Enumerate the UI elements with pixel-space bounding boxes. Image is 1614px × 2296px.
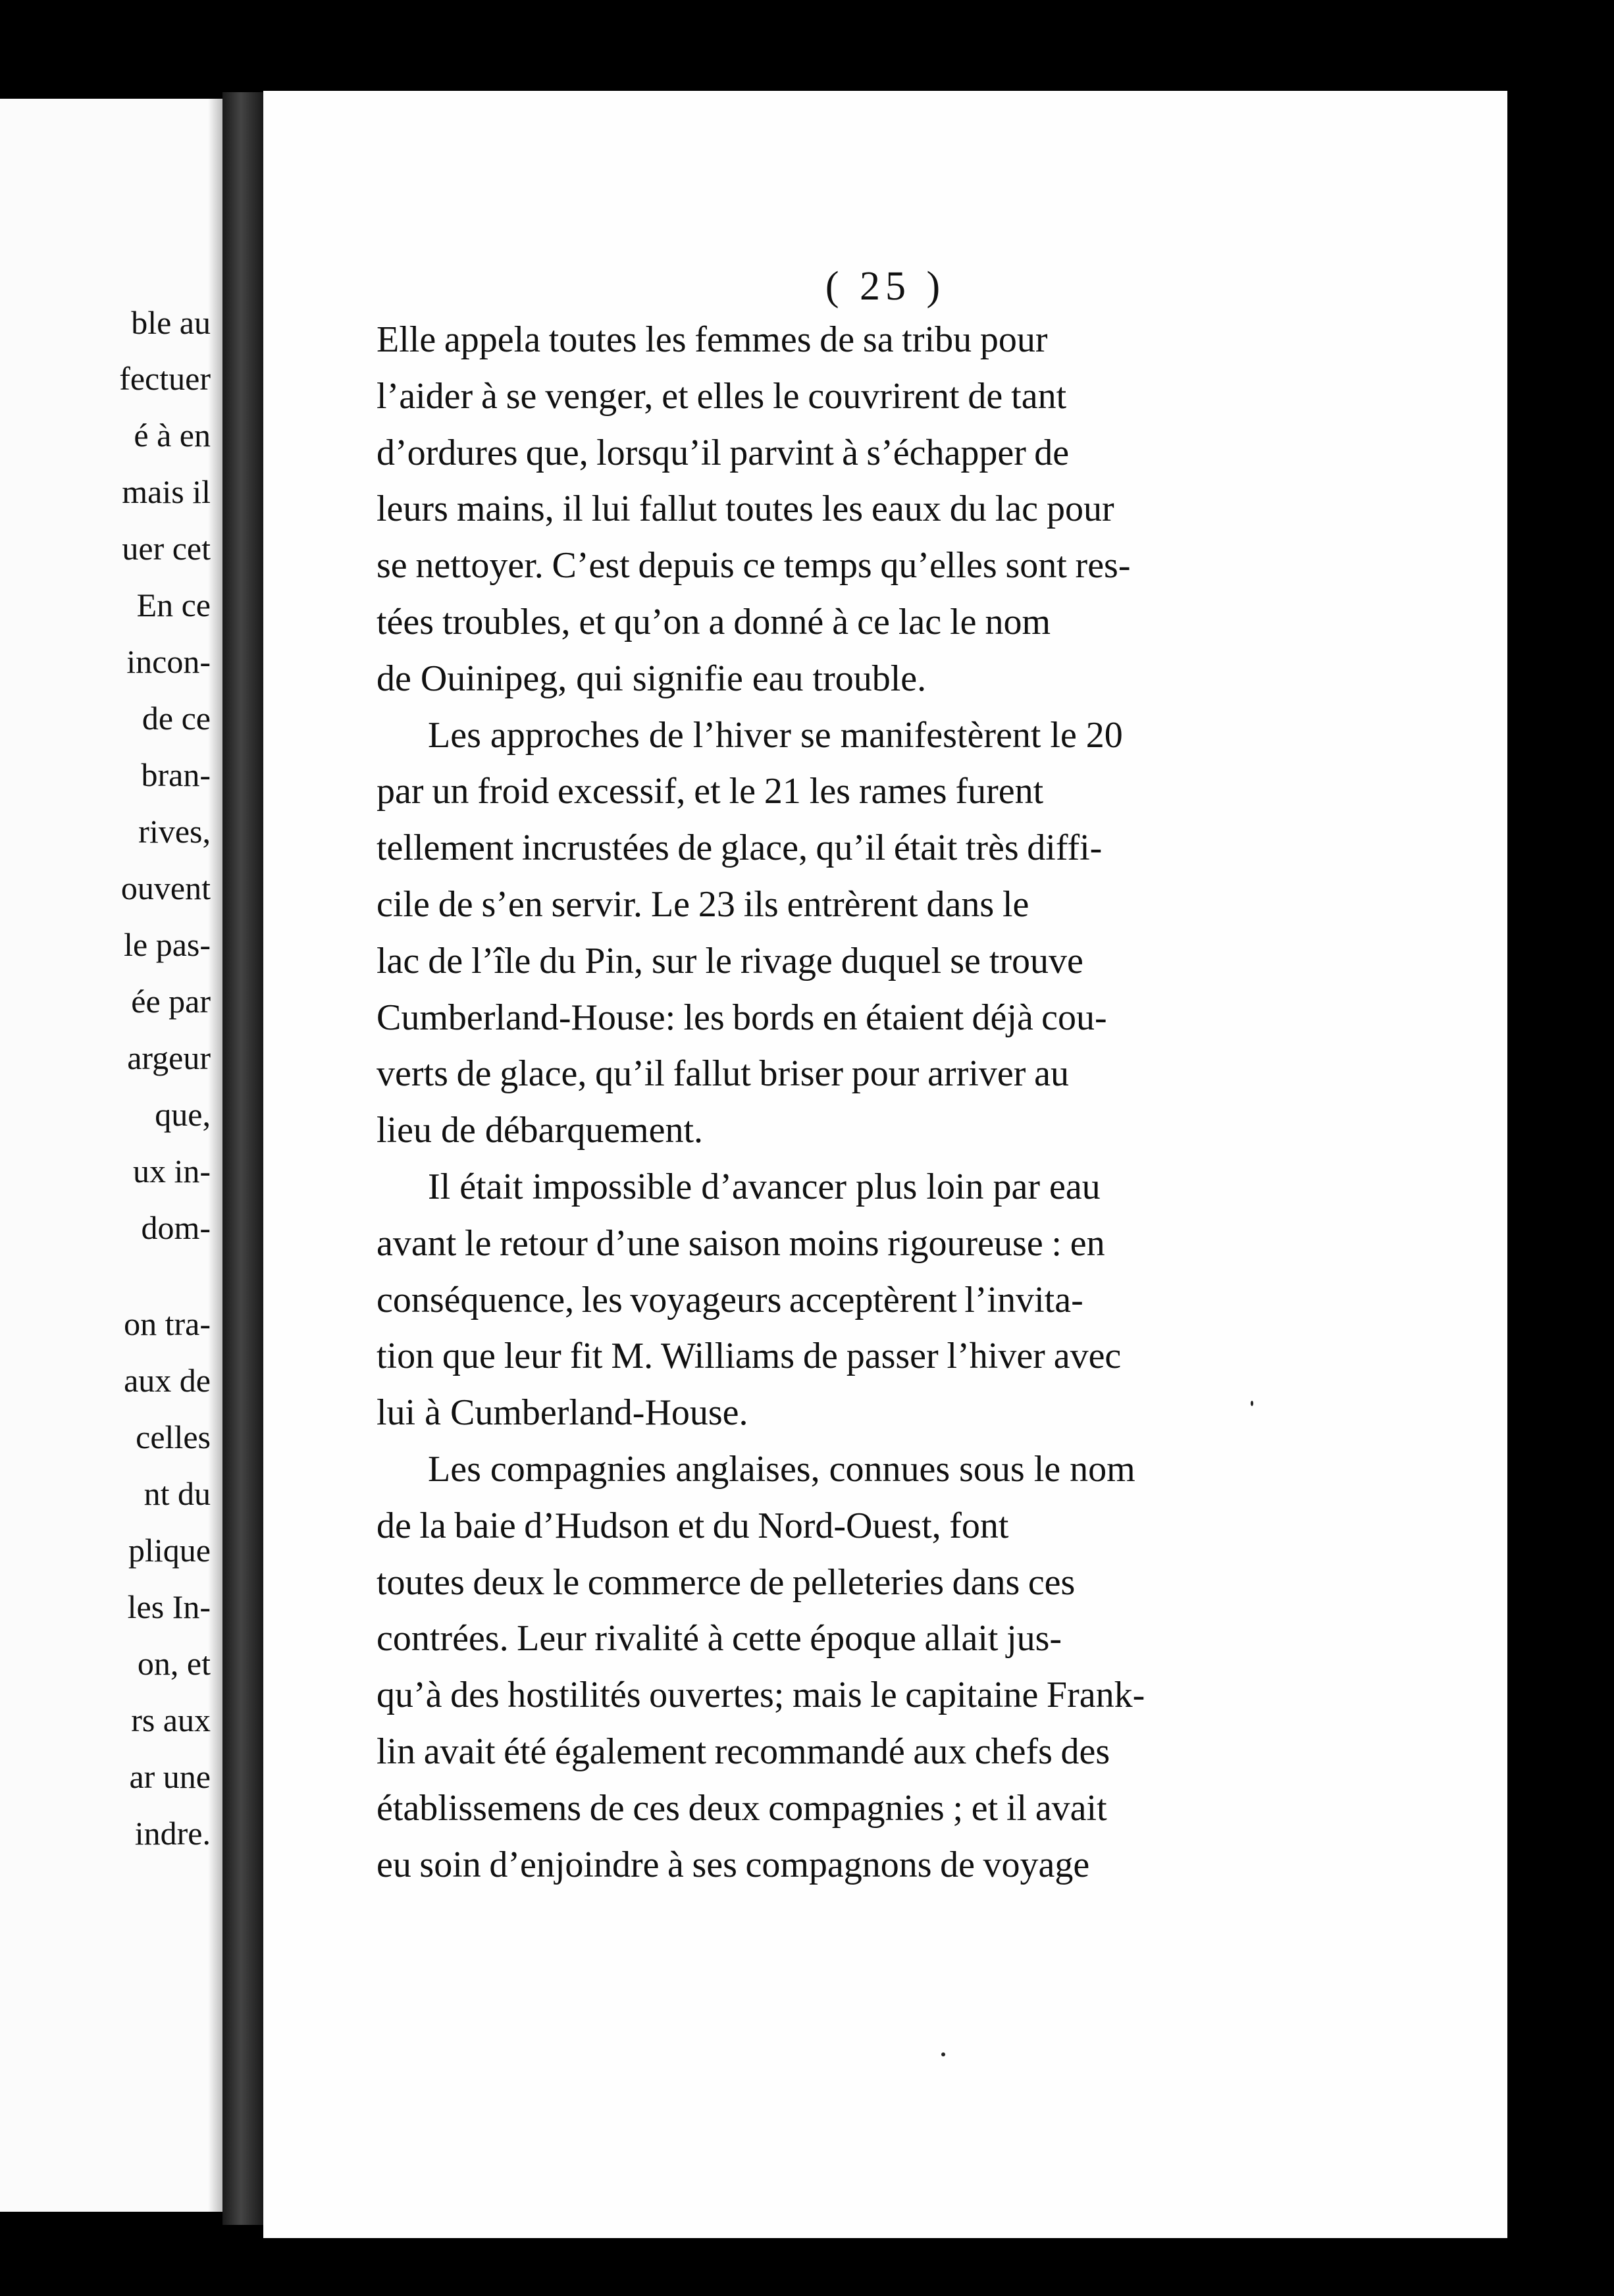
left-facing-page (0, 99, 222, 2212)
left-page-line: on, et (137, 1645, 211, 1682)
left-page-line: mais il (122, 473, 211, 510)
left-page-line: ar une (129, 1758, 211, 1795)
left-page-line: aux de (124, 1362, 211, 1399)
text-line: lieu de débarquement. (377, 1110, 704, 1151)
text-line: avant le retour d’une saison moins rigoureuse : en (377, 1223, 1105, 1264)
left-page-line: uer cet (122, 530, 211, 567)
text-line: qu’à des hostilités ouvertes; mais le capitaine Frank- (377, 1675, 1145, 1715)
left-page-line: de ce (142, 700, 211, 737)
paper-speck (941, 2052, 945, 2056)
paragraph-first-line: Il était impossible d’avancer plus loin par eau (428, 1166, 1101, 1207)
text-line: d’ordures que, lorsqu’il parvint à s’échapper de (377, 432, 1070, 473)
text-line: établissemens de ces deux compagnies ; et il avait (377, 1788, 1107, 1829)
left-page-line: ée par (131, 983, 211, 1020)
text-line: lin avait été également recommandé aux chefs des (377, 1731, 1110, 1772)
left-page-line: ble au (131, 304, 211, 341)
text-line: tellement incrustées de glace, qu’il était très diffi- (377, 827, 1103, 868)
left-page-line: que, (155, 1096, 211, 1133)
left-page-line: é à en (134, 417, 211, 454)
text-line: se nettoyer. C’est depuis ce temps qu’elles sont res- (377, 545, 1131, 586)
paragraph-first-line: Les approches de l’hiver se manifestèrent le 20 (428, 715, 1123, 756)
left-page-line: En ce (136, 587, 211, 623)
left-page-line: le pas- (124, 926, 211, 963)
paragraph-first-line: Les compagnies anglaises, connues sous le nom (428, 1449, 1135, 1490)
text-line: Cumberland-House: les bords en étaient déjà cou- (377, 997, 1107, 1038)
left-page-line: rs aux (131, 1702, 211, 1738)
left-page-line: on tra- (124, 1305, 211, 1342)
text-line: par un froid excessif, et le 21 les rames furent (377, 771, 1044, 812)
book-page (263, 91, 1507, 2238)
left-page-line: les In- (127, 1588, 211, 1625)
text-line: tées troubles, et qu’on a donné à ce lac le nom (377, 602, 1051, 642)
page-number: ( 25 ) (825, 264, 946, 309)
left-page-line: dom- (141, 1209, 211, 1246)
left-page-line: rives, (138, 813, 211, 850)
left-page-line: bran- (141, 756, 211, 793)
text-line: de Ouinipeg, qui signifie eau trouble. (377, 658, 927, 699)
left-page-line: indre. (134, 1815, 211, 1852)
text-line: lac de l’île du Pin, sur le rivage duquel se trouve (377, 941, 1083, 981)
text-line: l’aider à se venger, et elles le couvrirent de tant (377, 376, 1067, 417)
paper-speck (1251, 1401, 1253, 1406)
text-line: Elle appela toutes les femmes de sa tribu pour (377, 319, 1048, 360)
text-line: leurs mains, il lui fallut toutes les eaux du lac pour (377, 488, 1114, 529)
left-page-line: celles (136, 1419, 211, 1455)
text-line: contrées. Leur rivalité à cette époque allait jus- (377, 1618, 1062, 1659)
text-line: tion que leur fit M. Williams de passer l’hiver avec (377, 1336, 1122, 1376)
left-page-line: nt du (143, 1475, 211, 1512)
text-line: lui à Cumberland-House. (377, 1392, 748, 1433)
left-page-line: ux in- (132, 1153, 211, 1189)
left-page-line: argeur (127, 1039, 211, 1076)
text-line: conséquence, les voyageurs acceptèrent l’invita- (377, 1280, 1083, 1320)
left-page-line: plique (128, 1532, 211, 1569)
text-line: cile de s’en servir. Le 23 ils entrèrent dans le (377, 884, 1029, 925)
left-page-line: incon- (126, 643, 211, 680)
text-line: verts de glace, qu’il fallut briser pour arriver au (377, 1053, 1070, 1094)
text-line: toutes deux le commerce de pelleteries dans ces (377, 1562, 1076, 1603)
text-line: de la baie d’Hudson et du Nord-Ouest, font (377, 1505, 1009, 1546)
text-line: eu soin d’enjoindre à ses compagnons de voyage (377, 1844, 1090, 1885)
left-page-line: ouvent (120, 870, 211, 906)
book-gutter (222, 92, 263, 2225)
left-page-line: fectuer (119, 360, 211, 397)
